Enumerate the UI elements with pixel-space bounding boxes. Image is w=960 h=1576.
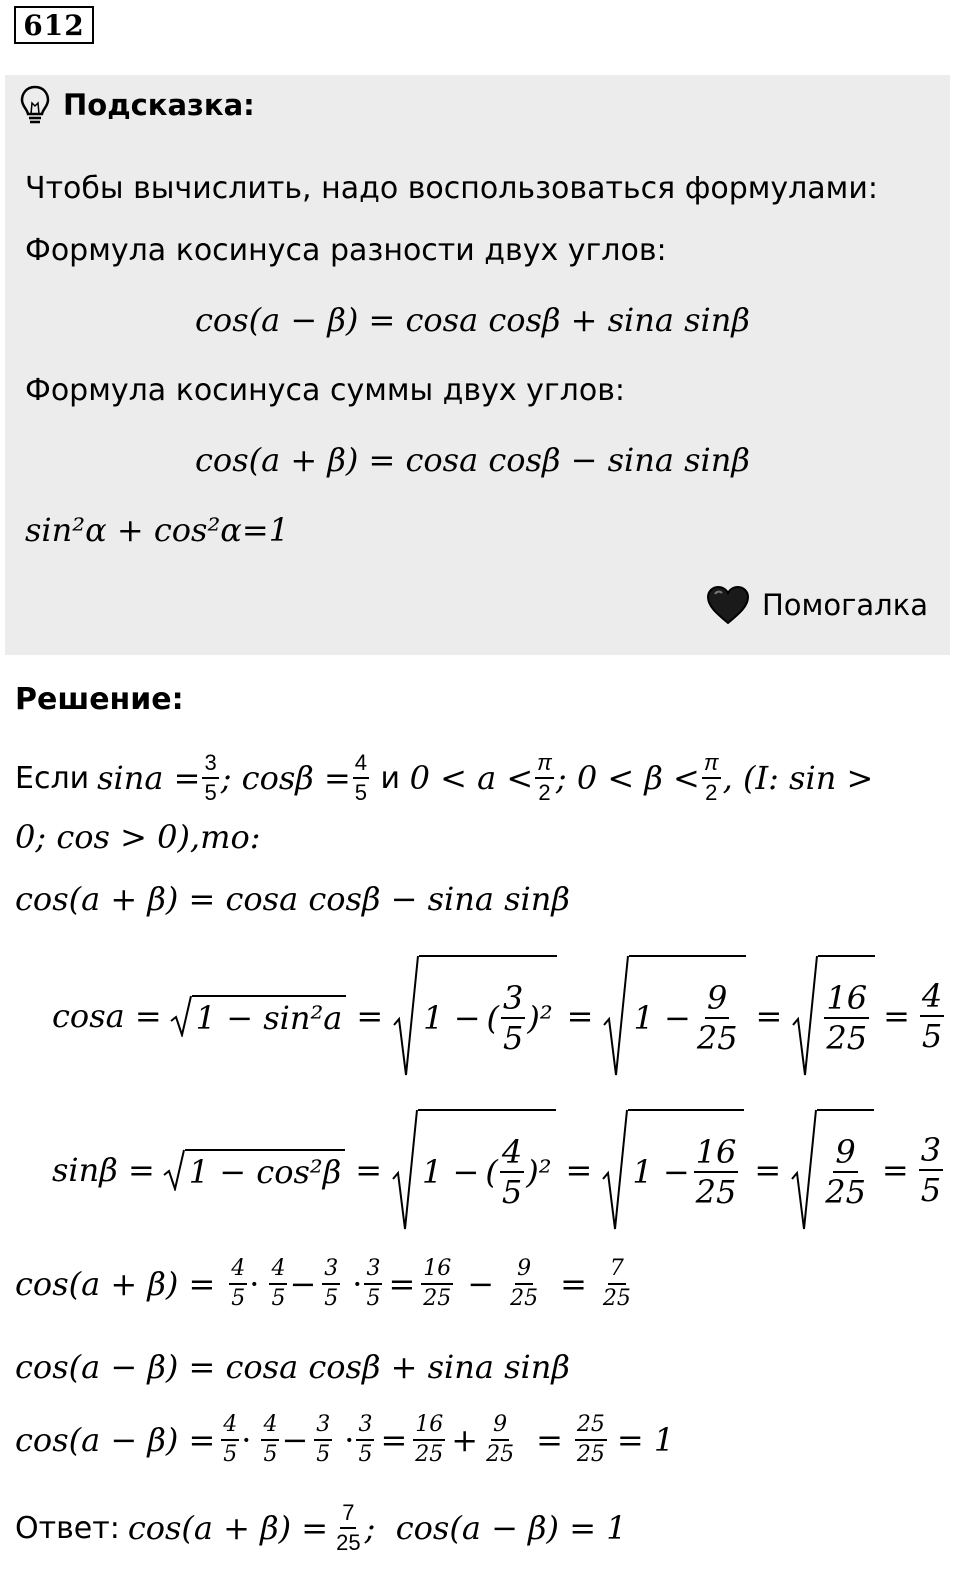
brand-label: Помогалка	[762, 588, 928, 622]
given-pi-half-2: $\frac{\pi}{2}$	[703, 750, 719, 805]
hint-identity: sin²α + cos²α=1	[25, 511, 290, 549]
problem-number: 612	[14, 6, 94, 44]
hint-sum-title: Формула косинуса суммы двух углов:	[25, 373, 625, 408]
cosa-sqrt-4: $\frac{16}{25}$	[792, 955, 875, 1077]
sqrt-icon	[392, 1109, 418, 1231]
sqrt-icon	[792, 955, 818, 1077]
answer-prefix: Ответ:	[15, 1510, 120, 1546]
heart-icon	[706, 585, 750, 625]
hint-header	[19, 85, 255, 125]
sinb-sqrt-1: 1 − cos²β	[163, 1149, 345, 1191]
sinb-result: $\frac{3}{5}$	[920, 1131, 942, 1209]
sinb-row: sinβ = 1 − cos²β = 1 − ( $\frac{4}{5}$ )² = 1 − $\frac{16}{25}$ = $\frac{9}{25}$ = $\frac{3}{5}$	[52, 1106, 945, 1234]
sqrt-icon	[163, 1149, 185, 1191]
cosa-result: $\frac{4}{5}$	[921, 977, 943, 1055]
given-sin-fraction: $\frac{3}{5}$	[204, 750, 217, 805]
sum-calc-row: cos(a + β) = $\frac{4}{5}$ · $\frac{4}{5}$ − $\frac{3}{5}$ · $\frac{3}{5}$ = $\frac{16}{25}$ − $\frac{9}{25}$ = $\frac{7}{25}$	[15, 1256, 631, 1311]
given-line	[15, 752, 873, 804]
hint-intro: Чтобы вычислить, надо воспользоваться формулами:	[25, 171, 878, 206]
solution-title: Решение:	[15, 682, 184, 717]
sinb-sqrt-3: 1 − $\frac{16}{25}$	[602, 1109, 744, 1231]
given-quadrant: , (I: sin >	[722, 759, 874, 797]
sinb-lhs: sinβ =	[52, 1151, 155, 1189]
sinb-sqrt-2: 1 − ( $\frac{4}{5}$ )²	[392, 1109, 556, 1231]
given-cos: ; cosβ =	[220, 759, 351, 797]
sqrt-icon	[603, 955, 629, 1077]
sqrt-icon	[170, 995, 192, 1037]
hint-sum-formula: cos(a + β) = cosa cosβ − sina sinβ	[195, 441, 750, 479]
cosa-lhs: cosa =	[52, 997, 162, 1035]
cosa-row: cosa = 1 − sin²a = 1 − ( $\frac{3}{5}$ )² = 1 − $\frac{9}{25}$ = $\frac{16}{25}$ = $\frac{4}{5}$	[52, 952, 946, 1080]
sqrt-icon	[393, 955, 419, 1077]
given-and: и	[371, 760, 410, 796]
given-pi-half-1: $\frac{\pi}{2}$	[537, 750, 552, 805]
cosa-sqrt-1: 1 − sin²a	[170, 995, 347, 1037]
solution-diff-formula: cos(a − β) = cosa cosβ + sina sinβ	[15, 1348, 570, 1386]
given-prefix: Если	[15, 760, 90, 796]
hint-title: Подсказка:	[63, 88, 255, 122]
sinb-sqrt-4: $\frac{9}{25}$	[791, 1109, 874, 1231]
cosa-sqrt-3: 1 − $\frac{9}{25}$	[603, 955, 745, 1077]
given-range1: 0 < a <	[409, 759, 534, 797]
sqrt-icon	[602, 1109, 628, 1231]
lightbulb-icon	[19, 85, 51, 125]
hint-box	[5, 75, 950, 655]
pomogalka-brand	[706, 585, 928, 625]
solution-sum-formula: cos(a + β) = cosa cosβ − sina sinβ	[15, 880, 570, 918]
given-line-2: 0; cos > 0),то:	[15, 818, 261, 856]
cosa-sqrt-2: 1 − ( $\frac{3}{5}$ )²	[393, 955, 557, 1077]
hint-diff-title: Формула косинуса разности двух углов:	[25, 233, 667, 268]
given-range2: ; 0 < β <	[555, 759, 700, 797]
sqrt-icon	[791, 1109, 817, 1231]
given-cos-fraction: $\frac{4}{5}$	[354, 750, 367, 805]
answer-row: Ответ: cos(a + β) = $\frac{7}{25}$ ; cos(a − β) = 1	[15, 1500, 627, 1555]
given-sin: sina =	[97, 759, 201, 797]
hint-diff-formula: cos(a − β) = cosa cosβ + sina sinβ	[195, 301, 750, 339]
diff-calc-row: cos(a − β) = $\frac{4}{5}$ · $\frac{4}{5}$ − $\frac{3}{5}$ · $\frac{3}{5}$ = $\frac{16}{25}$ + $\frac{9}{25}$ = $\frac{25}{25}$ = 1	[15, 1412, 675, 1467]
